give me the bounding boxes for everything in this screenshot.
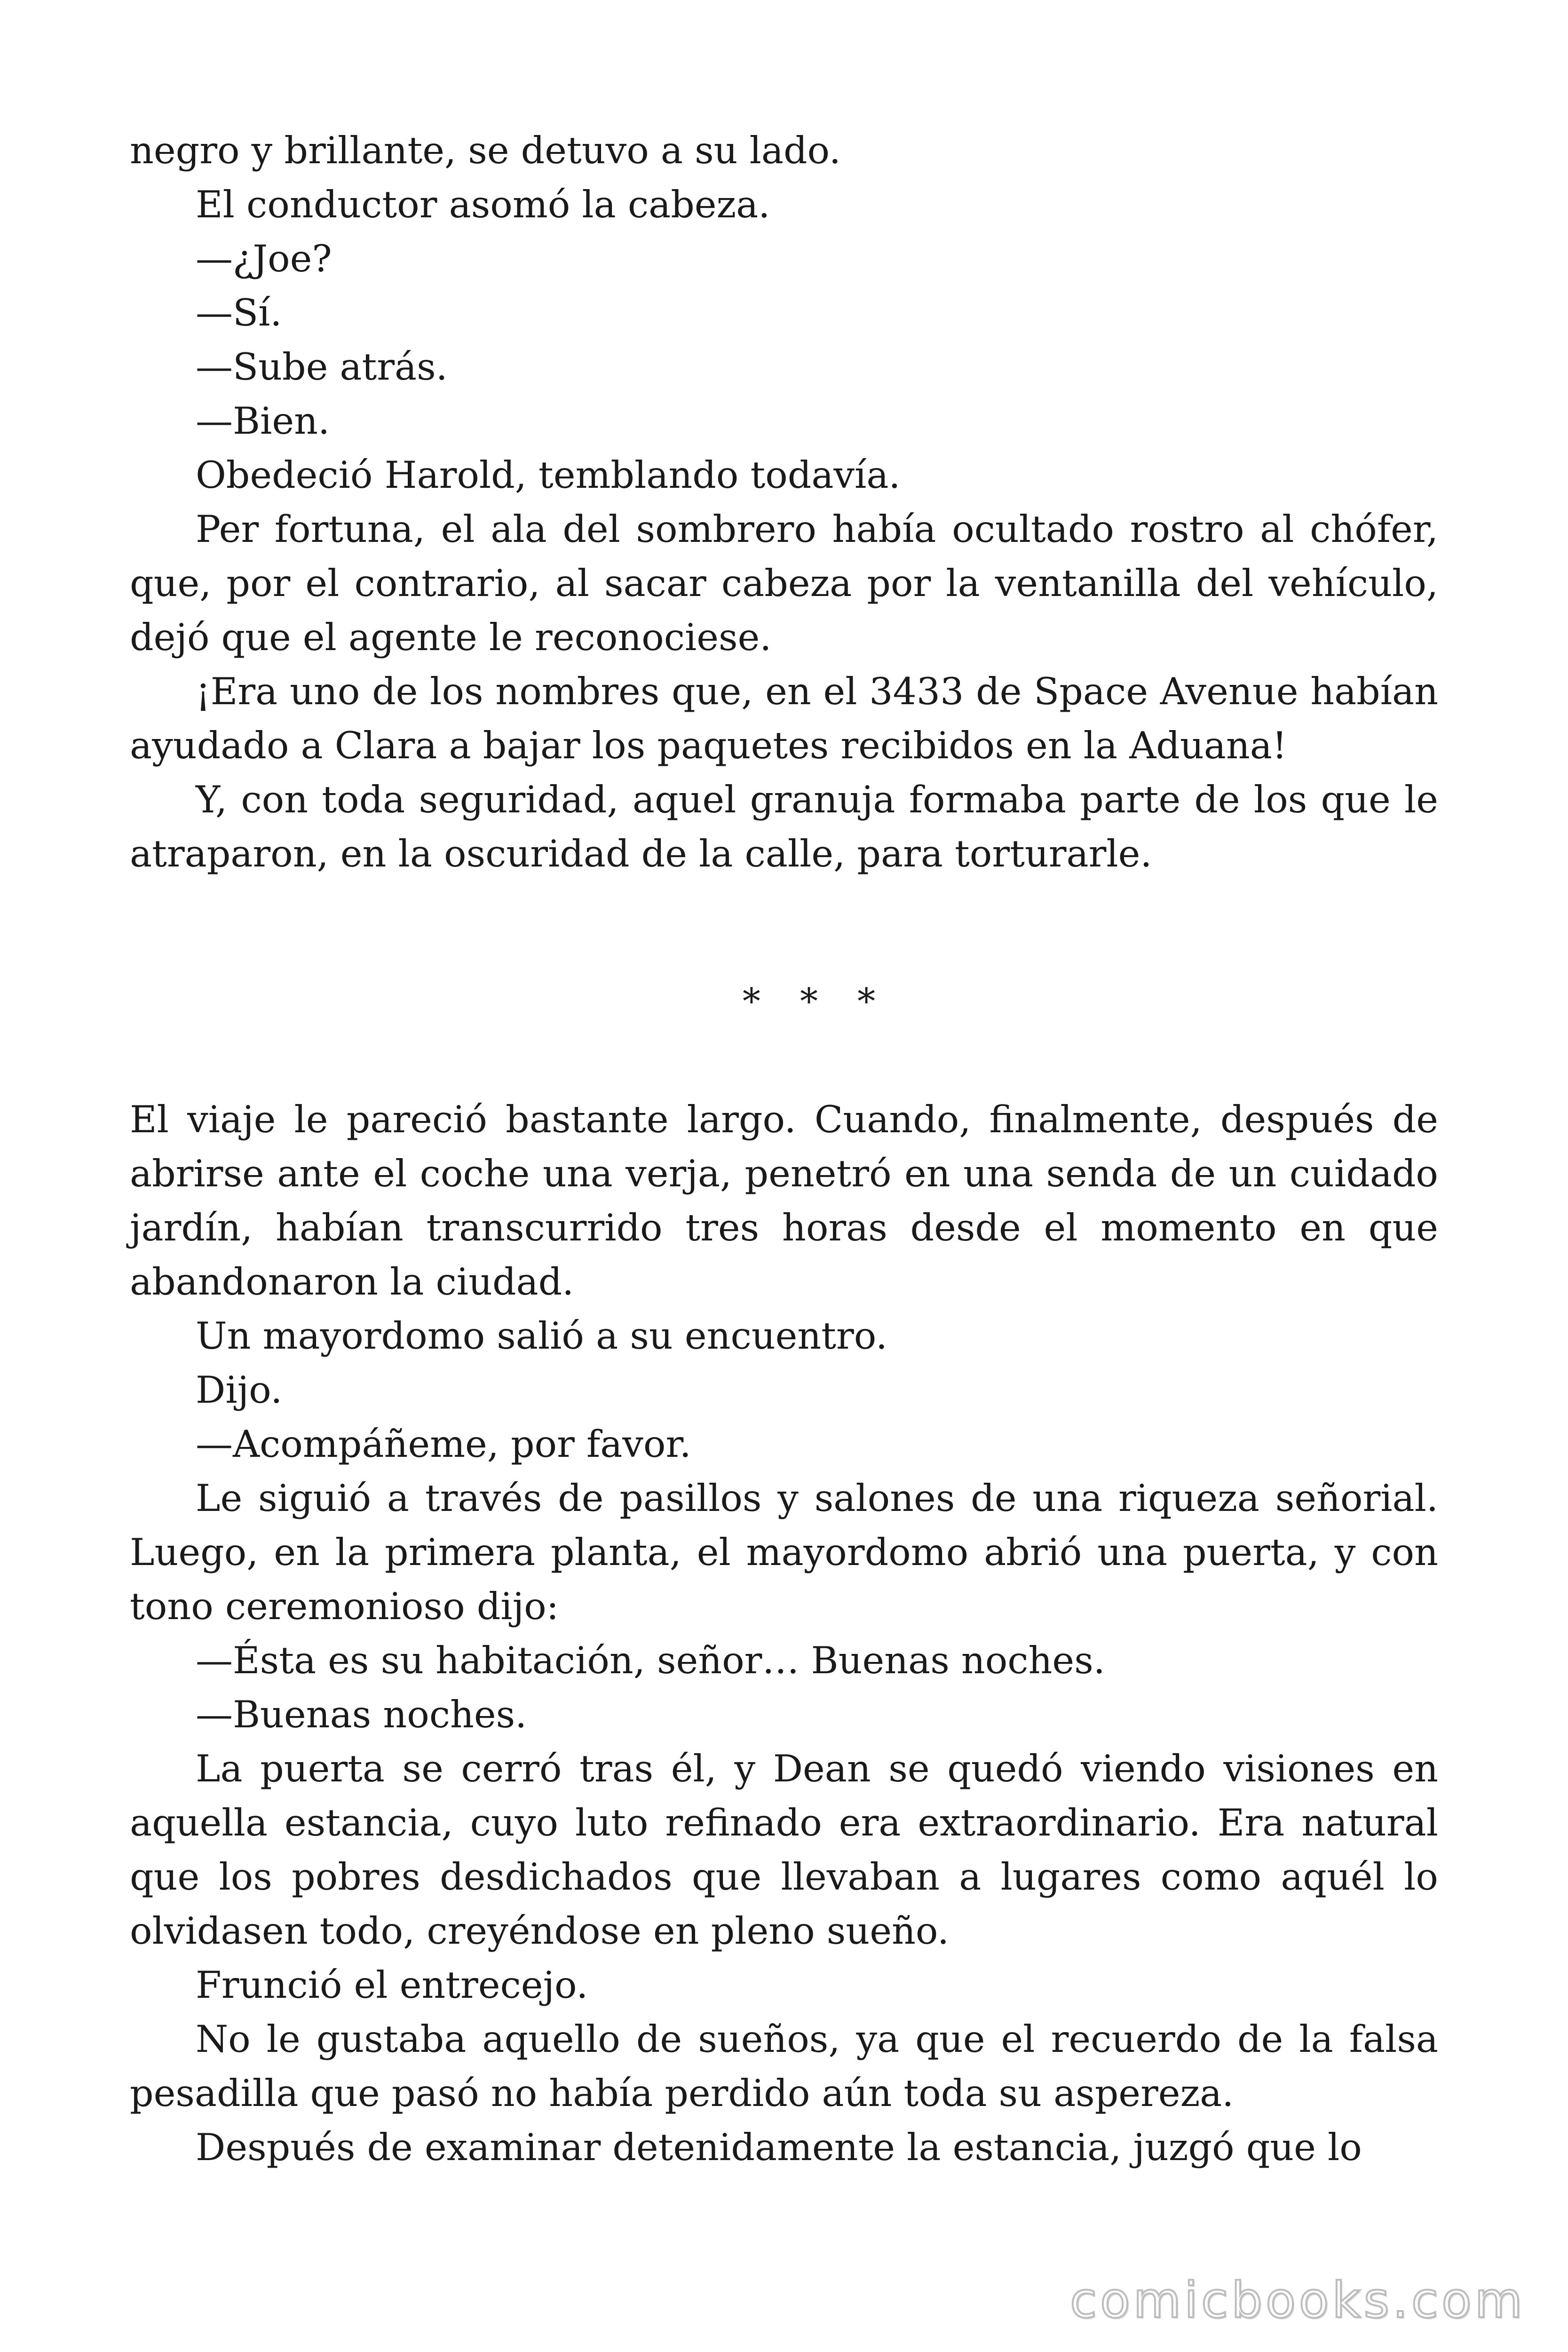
paragraph: —Sí. <box>196 291 282 334</box>
paragraph: El viaje le pareció bastante largo. Cuando, finalmente, después de abrirse ante el coche una verja, penetró en una senda de un cuidado jardín, habían transcurrido tres horas desde el momento en que abandonaron la ciudad. <box>130 1098 1438 1303</box>
scene-break: * * * <box>742 980 890 1022</box>
paragraph: Frunció el entrecejo. <box>196 1963 588 2007</box>
top-text-block <box>130 124 1438 881</box>
paragraph: Dijo. <box>196 1368 283 1412</box>
paragraph: Después de examinar detenidamente la estancia, juzgó que lo <box>196 2126 1362 2169</box>
paragraph: —Bien. <box>196 399 330 443</box>
paragraph: —Sube atrás. <box>196 345 448 389</box>
paragraph: Per fortuna, el ala del sombrero había ocultado rostro al chófer, que, por el contrario, al sacar cabeza por la ventanilla del vehículo, dejó que el agente le reconociese. <box>130 508 1438 659</box>
paragraph: Obedeció Harold, temblando todavía. <box>196 453 901 497</box>
paragraph: —Buenas noches. <box>196 1693 527 1736</box>
paragraph: Le siguió a través de pasillos y salones de una riqueza señorial. Luego, en la primera planta, el mayordomo abrió una puerta, y con tono ceremonioso dijo: <box>130 1477 1438 1628</box>
watermark: comicbooks.com <box>1069 2272 1526 2329</box>
paragraph: Un mayordomo salió a su encuentro. <box>196 1314 888 1358</box>
bottom-text-block <box>130 1093 1438 2175</box>
paragraph: ¡Era uno de los nombres que, en el 3433 de Space Avenue habían ayudado a Clara a bajar los paquetes recibidos en la Aduana! <box>130 670 1438 767</box>
paragraph: No le gustaba aquello de sueños, ya que el recuerdo de la falsa pesadilla que pasó no había perdido aún toda su aspereza. <box>130 2018 1438 2115</box>
paragraph: negro y brillante, se detuvo a su lado. <box>130 129 841 172</box>
paragraph: —¿Joe? <box>196 237 332 280</box>
paragraph: —Ésta es su habitación, señor… Buenas noches. <box>196 1639 1105 1682</box>
paragraph: Y, con toda seguridad, aquel granuja formaba parte de los que le atraparon, en la oscuridad de la calle, para torturarle. <box>130 778 1438 875</box>
paragraph: La puerta se cerró tras él, y Dean se quedó viendo visiones en aquella estancia, cuyo luto refinado era extraordinario. Era natural que los pobres desdichados que llevaban a lugares como aquél lo olvidasen todo, creyéndose en pleno sueño. <box>130 1747 1438 1953</box>
paragraph: El conductor asomó la cabeza. <box>196 183 770 226</box>
paragraph: —Acompáñeme, por favor. <box>196 1422 691 1466</box>
